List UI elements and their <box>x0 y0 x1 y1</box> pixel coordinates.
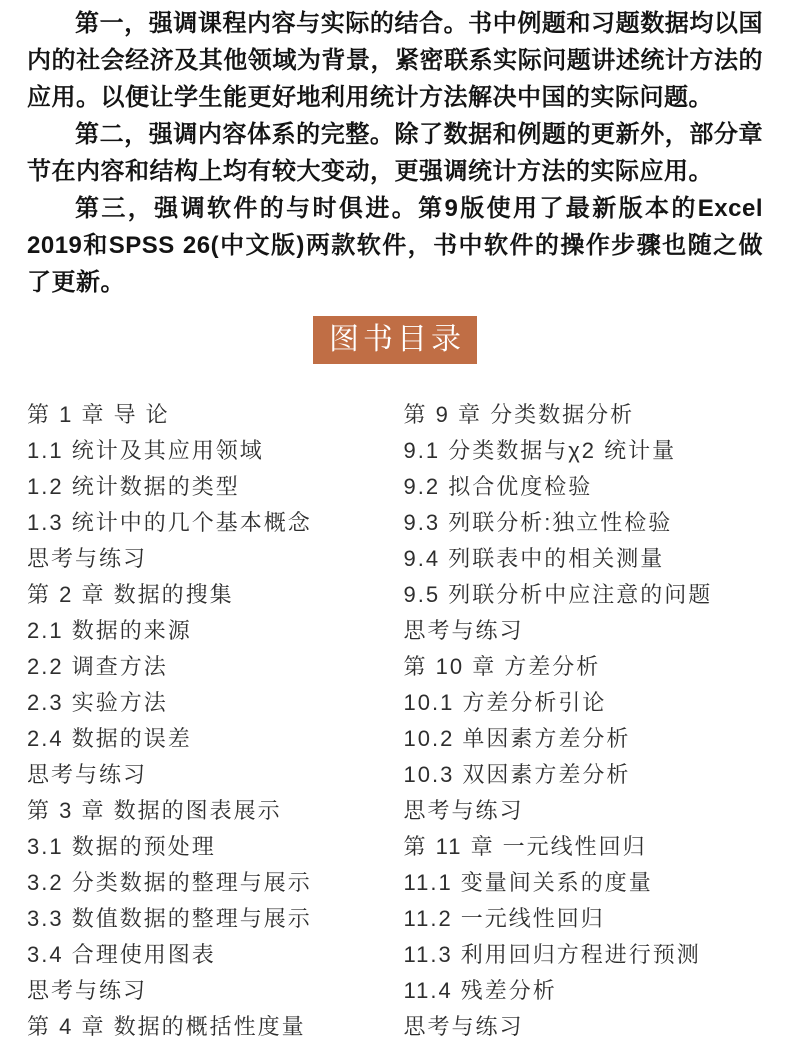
toc-item: 10.1 方差分析引论 <box>403 690 607 715</box>
toc-item: 2.3 实验方法 <box>27 690 168 715</box>
toc-item: 2.2 调查方法 <box>27 654 168 679</box>
toc-item: 2.1 数据的来源 <box>27 618 192 643</box>
catalog-heading-wrap <box>0 316 790 364</box>
toc-item: 11.1 变量间关系的度量 <box>403 870 653 895</box>
toc-chapter: 第 2 章 数据的搜集 <box>27 582 234 607</box>
toc-item: 9.2 拟合优度检验 <box>403 474 593 499</box>
toc-item: 1.3 统计中的几个基本概念 <box>27 510 312 535</box>
toc-item: 10.3 双因素方差分析 <box>403 762 631 787</box>
intro-paragraph: 第二，强调内容体系的完整。除了数据和例题的更新外，部分章节在内容和结构上均有较大变动，更强调统计方法的实际应用。 <box>27 121 763 185</box>
toc-left-column <box>27 397 404 1043</box>
toc-item: 1.2 统计数据的类型 <box>27 474 240 499</box>
toc-item: 思考与练习 <box>403 1014 524 1039</box>
toc-chapter: 第 4 章 数据的概括性度量 <box>27 1014 306 1039</box>
toc-chapter: 第 1 章 导 论 <box>27 402 170 427</box>
toc-item: 2.4 数据的误差 <box>27 726 192 751</box>
toc-item: 思考与练习 <box>27 546 148 571</box>
catalog-heading: 图书目录 <box>313 316 477 364</box>
toc-chapter: 第 10 章 方差分析 <box>403 654 601 679</box>
toc-item: 思考与练习 <box>27 978 148 1003</box>
toc-item: 11.3 利用回归方程进行预测 <box>403 942 701 967</box>
toc-item: 1.1 统计及其应用领域 <box>27 438 264 463</box>
toc-item: 3.4 合理使用图表 <box>27 942 216 967</box>
table-of-contents <box>0 397 790 1043</box>
intro-section <box>0 0 790 301</box>
toc-item: 9.3 列联分析:独立性检验 <box>403 510 673 535</box>
intro-paragraph: 第三，强调软件的与时俱进。第9版使用了最新版本的Excel 2019和SPSS 26(中文版)两款软件，书中软件的操作步骤也随之做了更新。 <box>27 195 763 296</box>
toc-item: 9.4 列联表中的相关测量 <box>403 546 665 571</box>
toc-item: 思考与练习 <box>403 798 524 823</box>
toc-item: 11.4 残差分析 <box>403 978 557 1003</box>
toc-item: 3.3 数值数据的整理与展示 <box>27 906 312 931</box>
toc-item: 9.1 分类数据与χ2 统计量 <box>403 438 677 463</box>
toc-item: 思考与练习 <box>27 762 148 787</box>
toc-chapter: 第 11 章 一元线性回归 <box>403 834 647 859</box>
toc-item: 10.2 单因素方差分析 <box>403 726 631 751</box>
toc-item: 3.1 数据的预处理 <box>27 834 216 859</box>
toc-right-column <box>404 397 781 1043</box>
toc-chapter: 第 3 章 数据的图表展示 <box>27 798 282 823</box>
toc-item: 9.5 列联分析中应注意的问题 <box>403 582 713 607</box>
toc-item: 11.2 一元线性回归 <box>403 906 605 931</box>
intro-paragraph: 第一，强调课程内容与实际的结合。书中例题和习题数据均以国内的社会经济及其他领域为背景，紧密联系实际问题讲述统计方法的应用。以便让学生能更好地利用统计方法解决中国的实际问题。 <box>27 10 763 111</box>
toc-item: 思考与练习 <box>403 618 524 643</box>
toc-chapter: 第 9 章 分类数据分析 <box>403 402 635 427</box>
toc-item: 3.2 分类数据的整理与展示 <box>27 870 312 895</box>
